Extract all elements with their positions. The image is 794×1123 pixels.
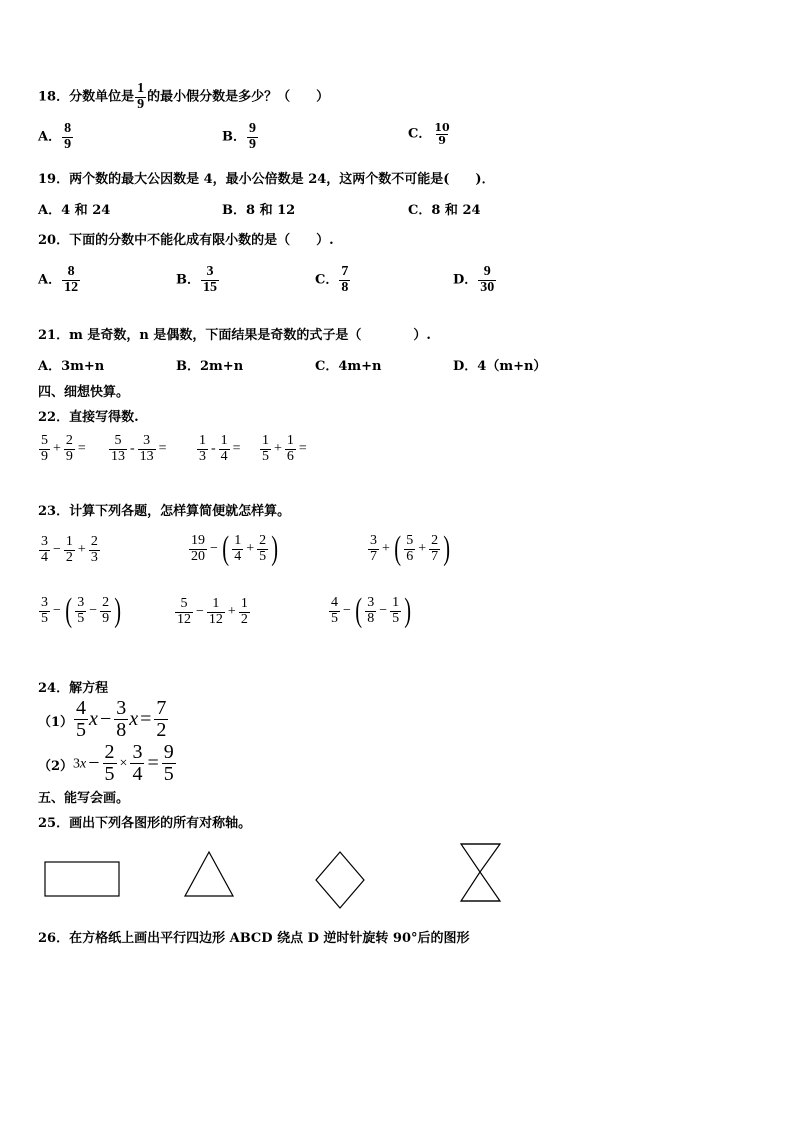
triangle-shape — [185, 852, 233, 896]
q22-stem: 22．直接写得数. — [38, 410, 139, 425]
q19-stem: 19．两个数的最大公因数是 4，最小公倍数是 24，这两个数不可能是( )． — [38, 172, 495, 187]
hourglass-shape — [461, 844, 500, 901]
q19-option-a[interactable]: A．4 和 24 — [38, 203, 111, 218]
q18-option-a[interactable]: A． $\frac{8}{9}$ — [38, 121, 72, 152]
q23-stem: 23．计算下列各题，怎样算简便就怎样算。 — [38, 504, 291, 519]
q20-stem: 20．下面的分数中不能化成有限小数的是（ ）. — [38, 233, 334, 248]
q24-equation-2: （2）3x − $\frac{2}{5}$ × $\frac{3}{4}$ = $\frac{9}{5}$ — [38, 741, 174, 785]
rhombus-shape — [316, 852, 364, 908]
q20-option-a[interactable]: A． $\frac{8}{12}$ — [38, 264, 79, 295]
q18-unit-fraction: $\frac{1}{9}$ — [137, 81, 145, 112]
q21-option-a[interactable]: A．3m+n — [38, 359, 105, 374]
q20-option-c[interactable]: C． $\frac{7}{8}$ — [315, 264, 349, 295]
q25-stem: 25．画出下列各图形的所有对称轴。 — [38, 816, 252, 831]
rectangle-shape — [45, 862, 119, 896]
q23-expr-6: $\frac{4}{5}$ − ( $\frac{3}{8}$ − $\frac{1}{5}$ ) — [331, 592, 412, 629]
q20-option-b[interactable]: B． $\frac{3}{15}$ — [176, 264, 217, 295]
q24-equation-1: （1） $\frac{4}{5}$ x − $\frac{3}{8}$ x = $\frac{7}{2}$ — [38, 697, 167, 741]
q22-item-2: $\frac{5}{13}$ - $\frac{3}{13}$ = — [111, 433, 167, 464]
section-5-heading: 五、能写会画。 — [38, 791, 130, 806]
q18-option-b[interactable]: B． $\frac{9}{9}$ — [222, 121, 256, 152]
q21-stem: 21．m 是奇数，n 是偶数，下面结果是奇数的式子是（ ）. — [38, 328, 431, 343]
q22-item-4: $\frac{1}{5}$ + $\frac{1}{6}$ = — [262, 433, 307, 464]
q22-item-1: $\frac{5}{9}$ + $\frac{2}{9}$ = — [41, 433, 86, 464]
q18-stem: 18．分数单位是 $\frac{1}{9}$ 的最小假分数是多少？（ ） — [38, 81, 330, 112]
q25-shapes — [0, 835, 794, 910]
q23-expr-3: $\frac{3}{7}$ + ( $\frac{5}{6}$ + $\frac{2}{7}$ ) — [370, 530, 451, 567]
section-4-heading: 四、细想快算。 — [38, 385, 130, 400]
q23-expr-4: $\frac{3}{5}$ − ( $\frac{3}{5}$ − $\frac{2}{9}$ ) — [41, 592, 122, 629]
q20-option-d[interactable]: D． $\frac{9}{30}$ — [453, 264, 495, 295]
q23-expr-2: $\frac{19}{20}$ − ( $\frac{1}{4}$ + $\frac{2}{5}$ ) — [191, 530, 279, 567]
q23-expr-5: $\frac{5}{12}$ − $\frac{1}{12}$ + $\frac{1}{2}$ — [177, 596, 248, 627]
q18-option-c[interactable]: C． $\frac{10}{9}$ — [408, 121, 450, 147]
q21-option-d[interactable]: D．4（m+n） — [453, 359, 547, 374]
q22-item-3: $\frac{1}{3}$ - $\frac{1}{4}$ = — [199, 433, 241, 464]
q19-option-c[interactable]: C．8 和 24 — [408, 203, 481, 218]
q21-option-c[interactable]: C．4m+n — [315, 359, 382, 374]
q26-stem: 26．在方格纸上画出平行四边形 ABCD 绕点 D 逆时针旋转 90°后的图形 — [38, 931, 470, 946]
q19-option-b[interactable]: B．8 和 12 — [222, 203, 296, 218]
q23-expr-1: $\frac{3}{4}$ − $\frac{1}{2}$ + $\frac{2}{3}$ — [41, 534, 98, 565]
q21-option-b[interactable]: B．2m+n — [176, 359, 244, 374]
q24-stem: 24．解方程 — [38, 681, 109, 696]
